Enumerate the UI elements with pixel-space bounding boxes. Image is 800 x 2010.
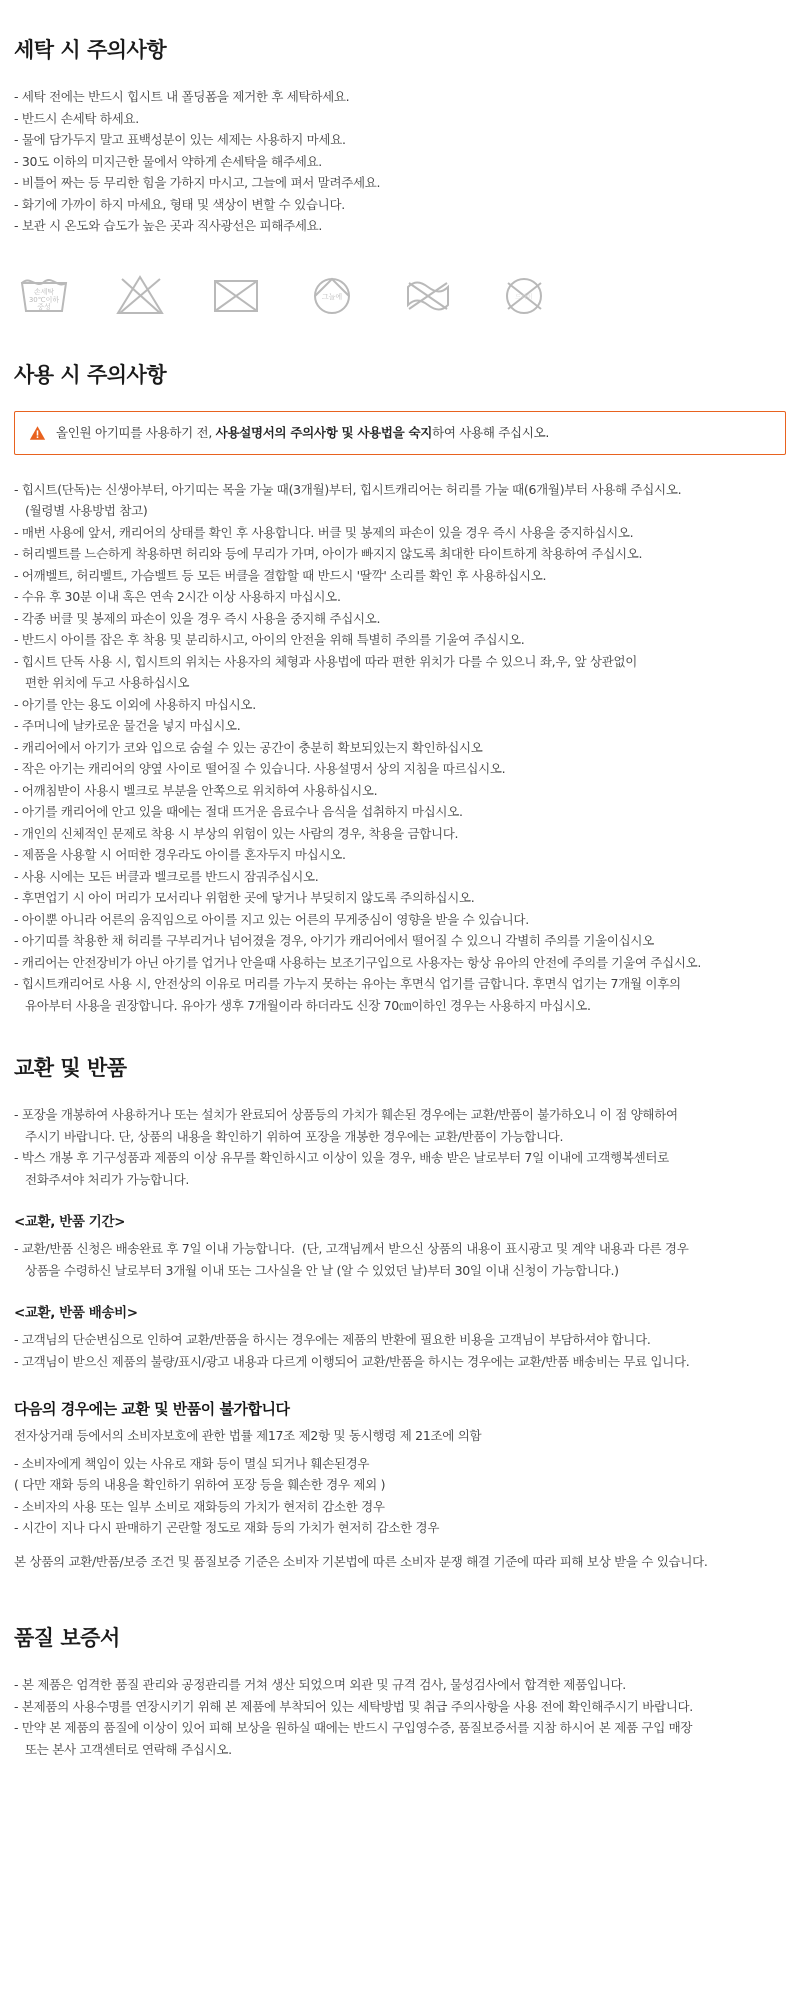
usage-warning-list [14,479,786,1017]
list-item: - 아기를 캐리어에 안고 있을 때에는 절대 뜨거운 음료수나 음식을 섭취하지 마십시오. [14,804,463,819]
list-item: - 사용 시에는 모든 버클과 벨크로를 반드시 잠궈주십시오. [14,868,319,884]
list-item: - 물에 담가두지 말고 표백성분이 있는 세제는 사용하지 마세요. [14,132,346,147]
callout-suffix: 하여 사용해 주십시오. [432,424,550,440]
list-item: - 비틀어 짜는 등 무리한 힘을 가하지 마시고, 그늘에 펴서 말려주세요. [14,175,381,190]
list-item: - 아이뿐 아니라 어른의 움직임으로 아이를 지고 있는 어른의 무게중심이 영향을 받을 수 있습니다. [14,911,529,927]
list-item: 상품을 수령하신 날로부터 3개월 이내 또는 그사실을 안 날 (알 수 있었던 날)부터 30일 이내 신청이 가능합니다.) [25,1262,619,1278]
list-item: - 반드시 손세탁 하세요. [14,110,139,126]
list-item: - 어깨침받이 사용시 벨크로 부분을 안쪽으로 위치하여 사용하십시오. [14,782,378,798]
warranty-list [14,1674,786,1760]
svg-text:그늘에: 그늘에 [321,292,343,301]
no-tumble-dry-icon [208,263,304,325]
list-item: - 캐리어에서 아기가 코와 입으로 숨쉴 수 있는 공간이 충분히 확보되있는지 확인하십시오 [14,739,483,755]
list-item: - 소비자의 사용 또는 일부 소비로 재화등의 가치가 현저히 감소한 경우 [14,1498,385,1514]
list-item: 또는 본사 고객센터로 연락해 주십시오. [25,1741,232,1757]
list-item: - 반드시 아이를 잡은 후 착용 및 분리하시고, 아이의 안전을 위해 특별히 주의를 기울여 주십시오. [14,632,525,647]
list-item: - 박스 개봉 후 기구성품과 제품의 이상 유무를 확인하시고 이상이 있을 경우, 배송 받은 날로부터 7일 이내에 고객행복센터로 [14,1150,669,1165]
exchange-period-list [14,1238,786,1281]
warning-triangle-icon [29,425,46,441]
list-item: - 개인의 신체적인 문제로 착용 시 부상의 위험이 있는 사람의 경우, 착용을 금합니다. [14,825,459,841]
laundry-section-title: 세탁 시 주의사항 [14,38,167,62]
svg-text:드라이: 드라이 [515,293,533,301]
list-item: - 30도 이하의 미지근한 물에서 약하게 손세탁을 해주세요. [14,153,322,169]
list-item: - 힙시트 단독 사용 시, 힙시트의 위치는 사용자의 체형과 사용법에 따라 편한 위치가 다를 수 있으니 좌,우, 앞 상관없이 [14,653,638,669]
hand-wash-30-icon [16,263,112,325]
svg-text:중성: 중성 [37,302,51,311]
exchange-section-title: 교환 및 반품 [14,1056,127,1080]
list-item: - 매번 사용에 앞서, 캐리어의 상태를 확인 후 사용합니다. 버클 및 봉제의 파손이 있을 경우 즉시 사용을 중지하십시오. [14,524,634,540]
list-item: ( 다만 재화 등의 내용을 확인하기 위하여 포장 등을 훼손한 경우 제외 ) [14,1477,386,1492]
exchange-shipping-heading: <교환, 반품 배송비> [14,1305,138,1321]
not-allowed-list [14,1453,786,1539]
warranty-section-title: 품질 보증서 [14,1626,120,1650]
usage-warning-callout [14,411,786,455]
list-item: - 화기에 가까이 하지 마세요, 형태 및 색상이 변할 수 있습니다. [14,196,345,212]
section-warranty [14,1622,786,1760]
list-item: 편한 위치에 두고 사용하십시오 [25,675,190,690]
not-allowed-heading: 다음의 경우에는 교환 및 반품이 불가합니다 [14,1400,290,1418]
care-symbols-row [16,263,786,325]
list-item: 주시기 바랍니다. 단, 상품의 내용을 확인하기 위하여 포장을 개봉한 경우에는 교환/반품이 가능합니다. [25,1128,564,1144]
list-item: (월령별 사용방법 참고) [25,503,148,518]
list-item: - 교환/반품 신청은 배송완료 후 7일 이내 가능합니다. (단, 고객님께서 받으신 상품의 내용이 표시광고 및 계약 내용과 다른 경우 [14,1241,689,1256]
section-exchange-return [14,1052,786,1572]
list-item: - 세탁 전에는 반드시 힙시트 내 폴딩폼을 제거한 후 세탁하세요. [14,89,350,104]
list-item: - 수유 후 30분 이내 혹은 연속 2시간 이상 사용하지 마십시오. [14,589,341,604]
list-item: - 시간이 지나 다시 판매하기 곤란할 정도로 재화 등의 가치가 현저히 감소한 경우 [14,1520,440,1535]
list-item: - 고객님이 받으신 제품의 불량/표시/광고 내용과 다르게 이행되어 교환/반품을 하시는 경우에는 교환/반품 배송비는 무료 입니다. [14,1353,690,1369]
list-item: - 캐리어는 안전장비가 아닌 아기를 업거나 안을때 사용하는 보조기구입으로 사용자는 항상 유아의 안전에 주의를 기울여 주십시오. [14,954,702,970]
list-item: - 주머니에 날카로운 물건을 넣지 마십시오. [14,718,241,733]
list-item: - 후면업기 시 아이 머리가 모서리나 위험한 곳에 닿거나 부딪히지 않도록 주의하십시오. [14,890,475,905]
exchange-footer-text: 본 상품의 교환/반품/보증 조건 및 품질보증 기준은 소비자 기본법에 따른 소비자 분쟁 해결 기준에 따라 피해 보상 받을 수 있습니다. [14,1553,708,1569]
list-item: 유아부터 사용을 권장합니다. 유아가 생후 7개월이라 하더라도 신장 70㎝이하인 경우는 사용하지 마십시오. [25,997,591,1013]
no-wring-icon [400,263,496,325]
no-bleach-icon [112,263,208,325]
list-item: - 아기를 안는 용도 이외에 사용하지 마십시오. [14,696,256,712]
laundry-care-list [14,86,786,237]
list-item: - 아기띠를 착용한 채 허리를 구부리거나 넘어졌을 경우, 아기가 캐리어에서 떨어질 수 있으니 각별히 주의를 기울이십시오 [14,933,654,948]
no-dry-clean-icon [496,263,592,325]
list-item: - 본 제품은 엄격한 품질 관리와 공정관리를 거쳐 생산 되었으며 외관 및 규격 검사, 물성검사에서 합격한 제품입니다. [14,1677,626,1692]
list-item: - 제품을 사용할 시 어떠한 경우라도 아이를 혼자두지 마십시오. [14,847,346,862]
callout-prefix: 올인원 아기띠를 사용하기 전, [56,424,216,440]
section-usage-warnings [14,359,786,1017]
usage-section-title: 사용 시 주의사항 [14,362,167,387]
list-item: - 각종 버클 및 봉제의 파손이 있을 경우 즉시 사용을 중지해 주십시오. [14,610,381,626]
list-item: - 작은 아기는 캐리어의 양옆 사이로 떨어질 수 있습니다. 사용설명서 상의 지침을 따르십시오. [14,761,506,776]
svg-text:30℃이하: 30℃이하 [28,295,60,304]
list-item: - 소비자에게 책임이 있는 사유로 재화 등이 멸실 되거나 훼손된경우 [14,1455,370,1471]
list-item: 전화주셔야 처리가 가능합니다. [25,1171,190,1187]
dry-in-shade-icon [304,263,400,325]
list-item: - 허리벨트를 느슨하게 착용하면 허리와 등에 무리가 가며, 아이가 빠지지 않도록 최대한 타이트하게 착용하여 주십시오. [14,546,643,561]
list-item: - 힙시트캐리어로 사용 시, 안전상의 이유로 머리를 가누지 못하는 유아는 후면식 업기를 금합니다. 후면식 업기는 7개월 이후의 [14,976,681,991]
list-item: - 본제품의 사용수명를 연장시키기 위해 본 제품에 부착되어 있는 세탁방법 및 취급 주의사항을 사용 전에 확인해주시기 바랍니다. [14,1698,693,1714]
list-item: - 어깨벨트, 허리벨트, 가슴벨트 등 모든 버클을 결합할 때 반드시 '딸깍' 소리를 확인 후 사용하십시오. [14,567,547,583]
list-item: - 힙시트(단독)는 신생아부터, 아기띠는 목을 가눌 때(3개월)부터, 힙시트캐리어는 허리를 가눌 때(6개월)부터 사용해 주십시오. [14,481,682,497]
not-allowed-law-text: 전자상거래 등에서의 소비자보호에 관한 법률 제17조 제2항 및 동시행령 제 21조에 의함 [14,1428,482,1443]
callout-bold: 사용설명서의 주의사항 및 사용법을 숙지 [215,424,433,440]
exchange-shipping-list [14,1329,786,1372]
list-item: - 만약 본 제품의 품질에 이상이 있어 피해 보상을 원하실 때에는 반드시 구입영수증, 품질보증서를 지참 하시어 본 제품 구입 매장 [14,1720,693,1735]
list-item: - 보관 시 온도와 습도가 높은 곳과 직사광선은 피해주세요. [14,218,323,233]
exchange-period-heading: <교환, 반품 기간> [14,1214,125,1230]
list-item: - 고객님의 단순변심으로 인하여 교환/반품을 하시는 경우에는 제품의 반환에 필요한 비용을 고객님이 부담하셔야 합니다. [14,1332,651,1347]
exchange-intro-list [14,1104,786,1190]
svg-text:손세탁: 손세탁 [33,287,55,296]
callout-text [56,424,549,442]
section-laundry-care [14,34,786,325]
list-item: - 포장을 개봉하여 사용하거나 또는 설치가 완료되어 상품등의 가치가 훼손된 경우에는 교환/반품이 불가하오니 이 점 양해하여 [14,1107,678,1122]
